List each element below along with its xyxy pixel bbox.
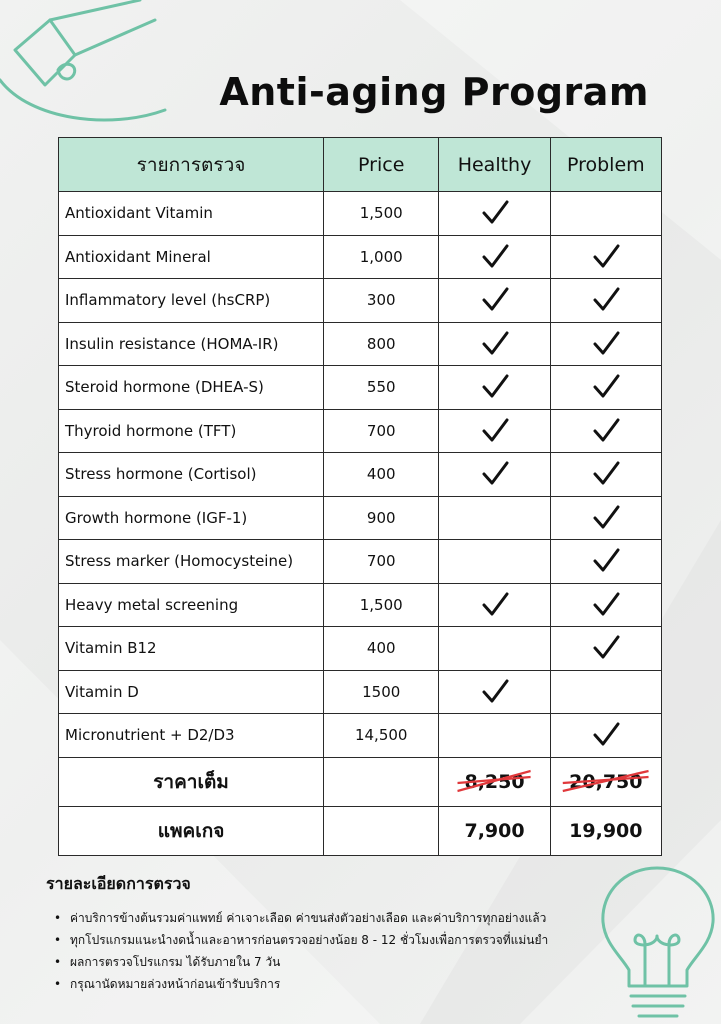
healthy-check-cell <box>439 453 550 497</box>
healthy-check-cell <box>439 192 550 236</box>
problem-check-cell <box>550 714 661 758</box>
problem-check-cell <box>550 366 661 410</box>
full-price-empty-cell <box>324 757 439 806</box>
problem-check-cell <box>550 583 661 627</box>
light-bulb-icon <box>595 860 720 1024</box>
healthy-check-cell <box>439 279 550 323</box>
table-header-row <box>59 138 662 192</box>
test-price: 14,500 <box>324 714 439 758</box>
header-problem: Problem <box>550 138 661 192</box>
healthy-check-cell <box>439 409 550 453</box>
check-icon <box>480 372 510 402</box>
check-icon <box>591 329 621 359</box>
test-name: Steroid hormone (DHEA-S) <box>59 366 324 410</box>
check-icon <box>591 503 621 533</box>
healthy-check-cell <box>439 670 550 714</box>
table-row <box>59 540 662 584</box>
problem-check-cell <box>550 540 661 584</box>
problem-check-cell <box>550 496 661 540</box>
test-price: 300 <box>324 279 439 323</box>
check-icon <box>591 720 621 750</box>
check-icon <box>591 285 621 315</box>
test-name: Antioxidant Vitamin <box>59 192 324 236</box>
table-row <box>59 714 662 758</box>
table-row <box>59 366 662 410</box>
check-icon <box>480 459 510 489</box>
check-icon <box>591 416 621 446</box>
test-price: 1,500 <box>324 583 439 627</box>
test-name: Growth hormone (IGF-1) <box>59 496 324 540</box>
table-row <box>59 409 662 453</box>
check-icon <box>480 677 510 707</box>
check-icon <box>480 590 510 620</box>
program-table <box>58 137 662 856</box>
table-row <box>59 192 662 236</box>
test-name: Insulin resistance (HOMA-IR) <box>59 322 324 366</box>
healthy-check-cell <box>439 496 550 540</box>
details-list <box>46 907 606 995</box>
package-healthy-value: 7,900 <box>439 806 550 855</box>
package-problem-value: 19,900 <box>550 806 661 855</box>
test-name: Antioxidant Mineral <box>59 235 324 279</box>
header-price: Price <box>324 138 439 192</box>
table-row <box>59 235 662 279</box>
check-icon <box>480 329 510 359</box>
healthy-check-cell <box>439 366 550 410</box>
test-name: Micronutrient + D2/D3 <box>59 714 324 758</box>
table-row <box>59 453 662 497</box>
check-icon <box>591 633 621 663</box>
full-price-healthy-value: 8,250 <box>464 770 525 793</box>
header-item: รายการตรวจ <box>59 138 324 192</box>
healthy-check-cell <box>439 540 550 584</box>
check-icon <box>591 590 621 620</box>
strikethrough-icon <box>561 767 650 797</box>
check-icon <box>591 546 621 576</box>
healthy-check-cell <box>439 627 550 671</box>
details-item: • ทุกโปรแกรมแนะนำงดน้ำและอาหารก่อนตรวจอย่างน้อย 8 - 12 ชั่วโมงเพื่อการตรวจที่แม่นยำ <box>54 929 606 951</box>
details-item: • ค่าบริการข้างต้นรวมค่าแพทย์ ค่าเจาะเลือด ค่าขนส่งตัวอย่างเลือด และค่าบริการทุกอย่างแล้ว <box>54 907 606 929</box>
check-icon <box>480 416 510 446</box>
table-row <box>59 670 662 714</box>
test-price: 900 <box>324 496 439 540</box>
check-icon <box>591 459 621 489</box>
test-name: Thyroid hormone (TFT) <box>59 409 324 453</box>
check-icon <box>480 198 510 228</box>
test-name: Heavy metal screening <box>59 583 324 627</box>
header-healthy: Healthy <box>439 138 550 192</box>
check-icon <box>591 242 621 272</box>
table-row <box>59 322 662 366</box>
table-row <box>59 627 662 671</box>
strikethrough-icon <box>456 767 532 797</box>
full-price-row <box>59 757 662 806</box>
package-label: แพคเกจ <box>59 806 324 855</box>
table-row <box>59 279 662 323</box>
test-price: 1500 <box>324 670 439 714</box>
package-row <box>59 806 662 855</box>
details-item: • ผลการตรวจโปรแกรม ได้รับภายใน 7 วัน <box>54 951 606 973</box>
table-row <box>59 496 662 540</box>
problem-check-cell <box>550 235 661 279</box>
problem-check-cell <box>550 409 661 453</box>
healthy-check-cell <box>439 235 550 279</box>
problem-check-cell <box>550 670 661 714</box>
test-price: 800 <box>324 322 439 366</box>
full-price-problem-value: 20,750 <box>569 770 643 793</box>
problem-check-cell <box>550 322 661 366</box>
test-price: 700 <box>324 409 439 453</box>
test-name: Inflammatory level (hsCRP) <box>59 279 324 323</box>
problem-check-cell <box>550 279 661 323</box>
details-heading: รายละเอียดการตรวจ <box>46 874 191 893</box>
test-name: Vitamin B12 <box>59 627 324 671</box>
page-title: Anti-aging Program <box>219 70 649 114</box>
problem-check-cell <box>550 453 661 497</box>
test-price: 700 <box>324 540 439 584</box>
healthy-check-cell <box>439 583 550 627</box>
test-price: 1,000 <box>324 235 439 279</box>
problem-check-cell <box>550 192 661 236</box>
test-price: 550 <box>324 366 439 410</box>
test-price: 400 <box>324 627 439 671</box>
full-price-problem <box>550 757 661 806</box>
full-price-label: ราคาเต็ม <box>59 757 324 806</box>
check-icon <box>480 242 510 272</box>
healthy-check-cell <box>439 322 550 366</box>
test-price: 400 <box>324 453 439 497</box>
test-name: Stress marker (Homocysteine) <box>59 540 324 584</box>
table-row <box>59 583 662 627</box>
check-icon <box>480 285 510 315</box>
package-empty-cell <box>324 806 439 855</box>
test-name: Vitamin D <box>59 670 324 714</box>
full-price-healthy <box>439 757 550 806</box>
test-price: 1,500 <box>324 192 439 236</box>
healthy-check-cell <box>439 714 550 758</box>
test-name: Stress hormone (Cortisol) <box>59 453 324 497</box>
details-section <box>46 872 606 995</box>
problem-check-cell <box>550 627 661 671</box>
details-item: • กรุณานัดหมายล่วงหน้าก่อนเข้ารับบริการ <box>54 973 606 995</box>
check-icon <box>591 372 621 402</box>
